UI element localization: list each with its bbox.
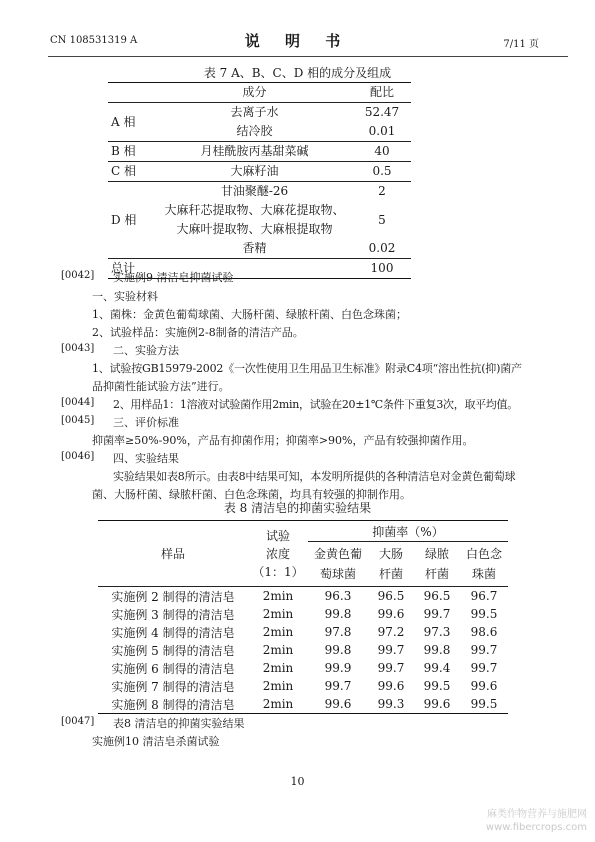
- rate-cell: 99.8: [324, 607, 352, 621]
- conc-header-line: （1：1）: [252, 564, 304, 579]
- table-row: [108, 142, 411, 162]
- rate-cell: 99.5: [470, 607, 498, 621]
- rate-cell: 97.8: [324, 625, 352, 639]
- table-row: [98, 677, 508, 695]
- sample-cell: 实施例 4 制得的清洁皂: [111, 625, 235, 640]
- strain-header-line: 珠菌: [471, 567, 496, 581]
- rate-cell: 99.7: [324, 679, 352, 693]
- sample-header: 样品: [98, 521, 248, 587]
- ingredient-name: [156, 201, 353, 239]
- patent-number: CN 108531319 A: [50, 35, 138, 46]
- rate-cell: 99.5: [423, 679, 451, 693]
- ingredient-name: 香精: [156, 239, 353, 259]
- table-row: [98, 623, 508, 641]
- strain-header-line: 绿脓: [424, 547, 449, 561]
- conc-cell: 2min: [262, 679, 294, 693]
- paragraph-text: 实施例10 清洁皂杀菌试验: [92, 735, 220, 748]
- page-indicator: 7/11 页: [503, 39, 539, 50]
- rate-cell: 99.6: [308, 695, 368, 714]
- strain-header-line: 大肠: [378, 547, 403, 561]
- paragraph-text: 三、评价标准: [113, 416, 179, 429]
- table-row: [98, 605, 508, 623]
- conc-cell: 2min: [262, 625, 294, 639]
- table-row: [98, 659, 508, 677]
- phase-label: B 相: [108, 142, 156, 162]
- table-row: [108, 182, 411, 202]
- table-row: [108, 103, 411, 123]
- table-row: [98, 695, 508, 714]
- header-rule: [48, 56, 568, 57]
- ingredient-ratio: 52.47: [364, 105, 400, 119]
- rate-cell: 96.7: [470, 589, 498, 603]
- rate-cell: 99.6: [377, 607, 405, 621]
- phase-label: A 相: [108, 103, 156, 142]
- watermark-line: www.fibercrops.com: [485, 822, 587, 833]
- conc-cell: 2min: [248, 695, 308, 714]
- page-number: 10: [290, 775, 305, 788]
- rate-cell: 99.7: [377, 643, 405, 657]
- rate-cell: 99.6: [470, 679, 498, 693]
- sample-cell: 实施例 2 制得的清洁皂: [111, 589, 235, 604]
- sample-cell: 实施例 7 制得的清洁皂: [111, 679, 235, 694]
- paragraph-text: 2、用样品1：1溶液对试验菌作用2min，试验在20±1℃条件下重复3次，取平均值。: [113, 398, 518, 411]
- strain-header-line: 金黄色葡: [313, 547, 362, 561]
- ingredient-name: 结冷胶: [156, 122, 353, 142]
- paragraph-text: 品抑菌性能试验方法”进行。: [92, 380, 230, 393]
- table-header-row: [108, 83, 411, 103]
- conc-cell: 2min: [262, 661, 294, 675]
- rate-cell: 99.4: [423, 661, 451, 675]
- paragraph-text: 抑菌率≥50%-90%，产品有抑菌作用；抑菌率>90%，产品有较强抑菌作用。: [92, 434, 474, 447]
- conc-cell: 2min: [262, 607, 294, 621]
- paragraph-text: 二、实验方法: [113, 344, 179, 357]
- table-header-row: [98, 521, 508, 542]
- ingredient-ratio: 0.02: [353, 239, 411, 259]
- strain-header: [414, 542, 460, 587]
- conc-header: [248, 521, 308, 587]
- sample-cell: 实施例 6 制得的清洁皂: [111, 661, 235, 676]
- paragraph-number: [0045]: [61, 415, 95, 426]
- rate-cell: 99.6: [377, 679, 405, 693]
- paragraph-number: [0042]: [61, 270, 95, 281]
- paragraph-text: 实施例9 清洁皂抑菌试验: [113, 271, 234, 284]
- ingredient-name: 去离子水: [230, 105, 279, 119]
- document-title: 说 明 书: [244, 32, 351, 50]
- table-header-cell: 配比: [353, 83, 411, 103]
- paragraph-text: 实验结果如表8所示。由表8中结果可知，本发明所提供的各种清洁皂对金黄色葡萄球: [113, 470, 516, 483]
- rate-cell: 99.7: [470, 661, 498, 675]
- strain-header: [308, 542, 368, 587]
- ingredient-ratio: 2: [378, 184, 386, 198]
- paragraph-text: 1、试验按GB15979-2002《一次性使用卫生用品卫生标准》附录C4项“溶出性抗(抑)菌产: [92, 362, 522, 375]
- paragraph-text: 菌、大肠杆菌、绿脓杆菌、白色念珠菌，均具有较强的抑制作用。: [92, 488, 411, 501]
- ingredient-ratio: 0.5: [353, 162, 411, 182]
- table7: [108, 82, 411, 279]
- watermark: [486, 808, 587, 834]
- paragraph-number: [0043]: [61, 343, 95, 354]
- rate-cell: 96.3: [324, 589, 352, 603]
- table8-caption: 表 8 清洁皂的抑菌实验结果: [223, 501, 372, 515]
- rate-cell: 99.8: [324, 643, 352, 657]
- ingredient-ratio: 0.01: [353, 122, 411, 142]
- strain-header-line: 白色念: [465, 547, 502, 561]
- conc-cell: 2min: [262, 643, 294, 657]
- sample-cell: 实施例 3 制得的清洁皂: [111, 607, 235, 622]
- table8: [98, 520, 508, 714]
- conc-header-line: 试验: [265, 528, 290, 543]
- rate-cell: 99.7: [377, 661, 405, 675]
- strain-header: [368, 542, 414, 587]
- sample-cell: 实施例 8 制得的清洁皂: [98, 695, 248, 714]
- phase-label: C 相: [108, 162, 156, 182]
- rate-cell: 99.7: [470, 643, 498, 657]
- paragraph-text: 1、菌株：金黄色葡萄球菌、大肠杆菌、绿脓杆菌、白色念珠菌；: [92, 308, 407, 321]
- paragraph-text: 一、实验材料: [92, 290, 158, 303]
- paragraph-number: [0044]: [61, 397, 95, 408]
- rate-cell: 99.3: [368, 695, 414, 714]
- watermark-line: 麻类作物营养与施肥网: [487, 809, 587, 820]
- rate-cell: 99.8: [423, 643, 451, 657]
- ingredient-ratio: 40: [353, 142, 411, 162]
- paragraph-text: 四、实验结果: [113, 452, 179, 465]
- rate-cell: 97.3: [423, 625, 451, 639]
- conc-header-line: 浓度: [265, 546, 290, 561]
- conc-cell: 2min: [262, 589, 294, 603]
- strain-header-line: 杆菌: [424, 567, 449, 581]
- rate-cell: 99.7: [423, 607, 451, 621]
- strain-header-line: 杆菌: [378, 567, 403, 581]
- rate-cell: 99.6: [414, 695, 460, 714]
- strain-header: [460, 542, 508, 587]
- table8-body: [98, 587, 508, 714]
- rate-cell: 96.5: [423, 589, 451, 603]
- ingredient-name: 甘油聚醚-26: [220, 184, 289, 198]
- rate-cell: 99.9: [324, 661, 352, 675]
- paragraph-text: 2、试验样品：实施例2-8制备的清洁产品。: [92, 326, 304, 339]
- table-row: [98, 641, 508, 659]
- ingredient-ratio: 5: [378, 212, 386, 227]
- inhibition-rate-header: 抑菌率（%）: [308, 521, 508, 542]
- rate-cell: 99.5: [460, 695, 508, 714]
- sample-cell: 实施例 5 制得的清洁皂: [111, 643, 235, 658]
- table-row: [98, 587, 508, 606]
- phase-label: D 相: [108, 182, 156, 259]
- total-label: 总计: [108, 259, 156, 279]
- rate-cell: 98.6: [470, 625, 498, 639]
- table-header-cell: 成分: [156, 83, 353, 103]
- rate-cell: 97.2: [377, 625, 405, 639]
- rate-cell: 96.5: [377, 589, 405, 603]
- table-header-cell: [108, 83, 156, 103]
- paragraph-text: 表8 清洁皂的抑菌实验结果: [113, 717, 245, 730]
- strain-header-line: 萄球菌: [319, 567, 356, 581]
- table-row: [108, 162, 411, 182]
- paragraph-number: [0046]: [61, 451, 95, 462]
- ingredient-name-line: 大麻叶提取物、大麻根提取物: [176, 222, 333, 236]
- ingredient-name: 大麻籽油: [156, 162, 353, 182]
- ingredient-name-line: 大麻秆芯提取物、大麻花提取物、: [164, 203, 345, 217]
- ingredient-name: 月桂酰胺丙基甜菜碱: [156, 142, 353, 162]
- paragraph-number: [0047]: [61, 716, 95, 727]
- total-value: 100: [353, 259, 411, 279]
- table7-caption: 表 7 A、B、C、D 相的成分及组成: [203, 66, 392, 80]
